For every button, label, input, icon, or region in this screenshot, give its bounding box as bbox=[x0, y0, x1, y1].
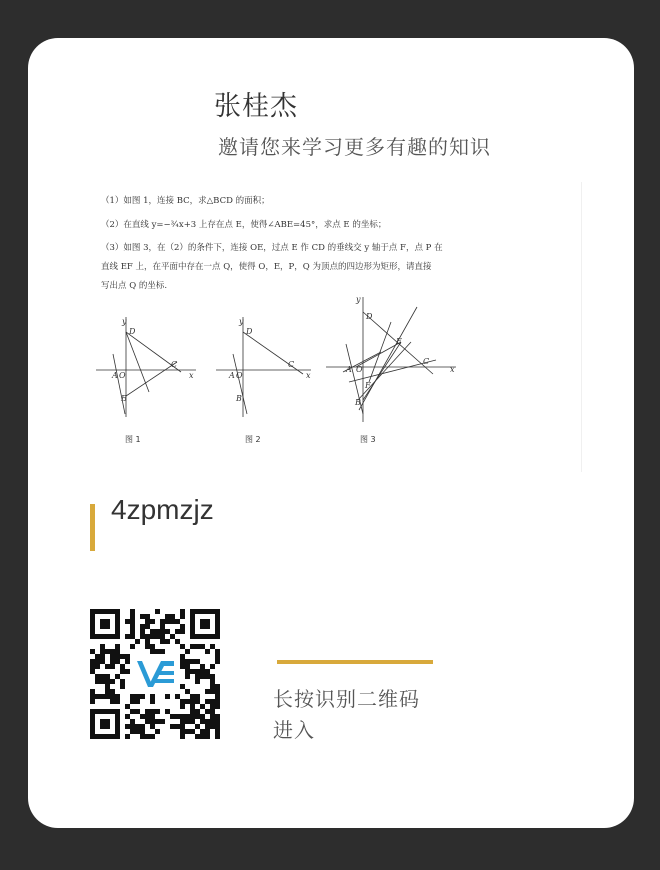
qr-hint-line-2: 进入 bbox=[273, 718, 315, 742]
fig2-caption: 图 2 bbox=[245, 435, 261, 444]
figure-3 bbox=[326, 297, 456, 422]
fig3-label-f: F bbox=[365, 381, 371, 390]
fig3-label-b: B bbox=[355, 398, 361, 407]
fig1-label-y: y bbox=[122, 317, 127, 326]
author-name: 张桂杰 bbox=[214, 91, 298, 122]
fig2-label-x: x bbox=[306, 371, 311, 380]
fig3-label-y: y bbox=[356, 295, 361, 304]
geometry-figures bbox=[81, 182, 581, 472]
accent-bar bbox=[90, 504, 95, 551]
problem-line-3: （3）如图 3，在（2）的条件下，连接 OE，过点 E 作 CD 的垂线交 y 轴于点 F，点 P 在 bbox=[101, 243, 443, 253]
fig3-label-d: D bbox=[366, 312, 373, 321]
qr-hint-line-1: 长按识别二维码 bbox=[273, 687, 420, 711]
fig1-label-o: O bbox=[119, 371, 126, 380]
fig1-label-c: C bbox=[171, 360, 178, 369]
problem-line-4: 直线 EF 上，在平面中存在一点 Q，使得 O，E，P，Q 为顶点的四边形为矩形，请直接 bbox=[101, 262, 432, 272]
fig1-label-b: B bbox=[121, 394, 127, 403]
fig1-label-x: x bbox=[189, 371, 194, 380]
fig1-label-a: A bbox=[112, 371, 118, 380]
figure-1 bbox=[96, 317, 196, 417]
fig2-label-c: C bbox=[288, 360, 295, 369]
gold-divider bbox=[277, 660, 433, 664]
fig3-label-c: C bbox=[423, 357, 430, 366]
problem-line-2: （2）在直线 y=−¾x+3 上存在点 E，使得∠ABE=45°，求点 E 的坐标； bbox=[101, 220, 387, 230]
fig3-label-a: A bbox=[346, 365, 352, 374]
fig2-label-y: y bbox=[239, 317, 244, 326]
fig3-label-x: x bbox=[450, 365, 455, 374]
fig2-label-d: D bbox=[246, 327, 253, 336]
invite-text: 邀请您来学习更多有趣的知识 bbox=[218, 135, 491, 159]
fig3-label-e: E bbox=[396, 337, 402, 346]
problem-line-5: 写出点 Q 的坐标. bbox=[101, 281, 168, 291]
fig1-label-d: D bbox=[129, 327, 136, 336]
qr-code[interactable] bbox=[90, 609, 220, 739]
fig2-label-b: B bbox=[236, 394, 242, 403]
fig3-caption: 图 3 bbox=[360, 435, 376, 444]
figure-2 bbox=[216, 317, 311, 417]
share-code: 4zpmzjz bbox=[111, 494, 214, 525]
fig2-label-a: A bbox=[229, 371, 235, 380]
fig1-caption: 图 1 bbox=[125, 435, 141, 444]
qr-code-icon bbox=[90, 609, 220, 739]
fig3-label-o: O bbox=[356, 365, 363, 374]
problem-image bbox=[81, 182, 582, 472]
problem-line-1: （1）如图 1，连接 BC，求△BCD 的面积； bbox=[101, 196, 270, 206]
fig2-label-o: O bbox=[236, 371, 243, 380]
